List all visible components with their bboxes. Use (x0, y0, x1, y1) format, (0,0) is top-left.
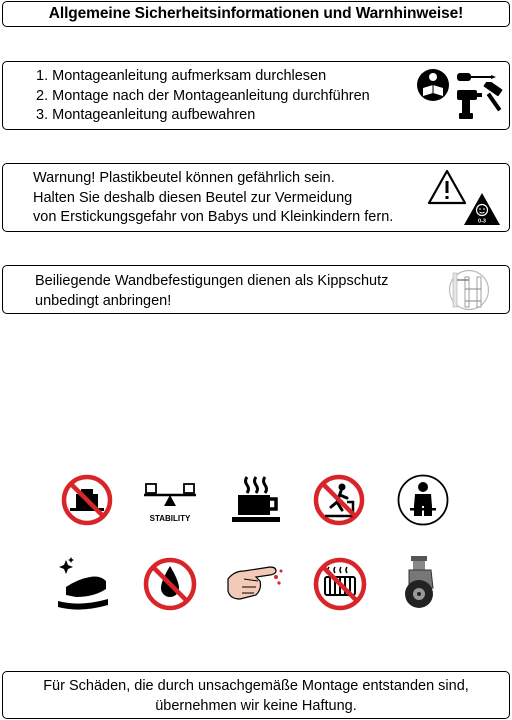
liability-disclaimer-box (2, 671, 510, 719)
caster-wheel-icon (399, 554, 445, 612)
hot-drink-icon (230, 473, 282, 525)
no-heavy-load-icon (61, 474, 113, 526)
stability-label: STABILITY (149, 514, 191, 523)
liability-text (3, 677, 509, 716)
warning-triangle-icon (427, 169, 467, 205)
assembly-list (36, 67, 370, 126)
wall-mounting-box (2, 265, 510, 314)
read-manual-icon (416, 68, 450, 102)
plastic-bag-warning-box (2, 163, 510, 232)
page-title: Allgemeine Sicherheitsinformationen und Warnhinweise! (48, 5, 464, 22)
list-item: 3. Montageanleitung aufbewahren (36, 107, 256, 123)
warning-line: von Erstickungsgefahr von Babys und Kleinkindern fern. (33, 209, 394, 225)
warning-line: Warnung! Plastikbeutel können gefährlich sein. (33, 170, 335, 186)
warning-text (33, 169, 393, 228)
title-box (2, 1, 510, 27)
no-liquids-icon (143, 557, 197, 611)
age-badge: 0-3 (478, 218, 486, 225)
list-item: 2. Montage nach der Montageanleitung durchführen (36, 87, 370, 104)
mounting-line: unbedingt anbringen! (35, 292, 172, 309)
liability-line: übernehmen wir keine Haftung. (155, 697, 357, 714)
drill-icon (455, 88, 483, 120)
no-sitting-icon (396, 473, 450, 527)
mounting-text (35, 272, 388, 311)
list-item: 1. Montageanleitung aufmerksam durchlesen (36, 68, 327, 84)
no-climbing-icon (313, 474, 365, 526)
no-heater-icon (313, 557, 367, 611)
liability-line: Für Schäden, die durch unsachgemäße Montage entstanden sind, (43, 678, 469, 694)
hammer-icon (481, 82, 507, 114)
wall-anchor-icon (447, 269, 491, 311)
warning-line: Halten Sie deshalb diesen Beutel zur Vermeidung (33, 189, 353, 206)
age-warning-icon (463, 192, 501, 226)
sharp-edges-icon (226, 559, 284, 605)
clean-wipe-icon (56, 557, 110, 611)
assembly-instructions-box (2, 61, 510, 130)
stability-icon (142, 478, 198, 526)
mounting-line: Beiliegende Wandbefestigungen dienen als Kippschutz (35, 273, 389, 289)
